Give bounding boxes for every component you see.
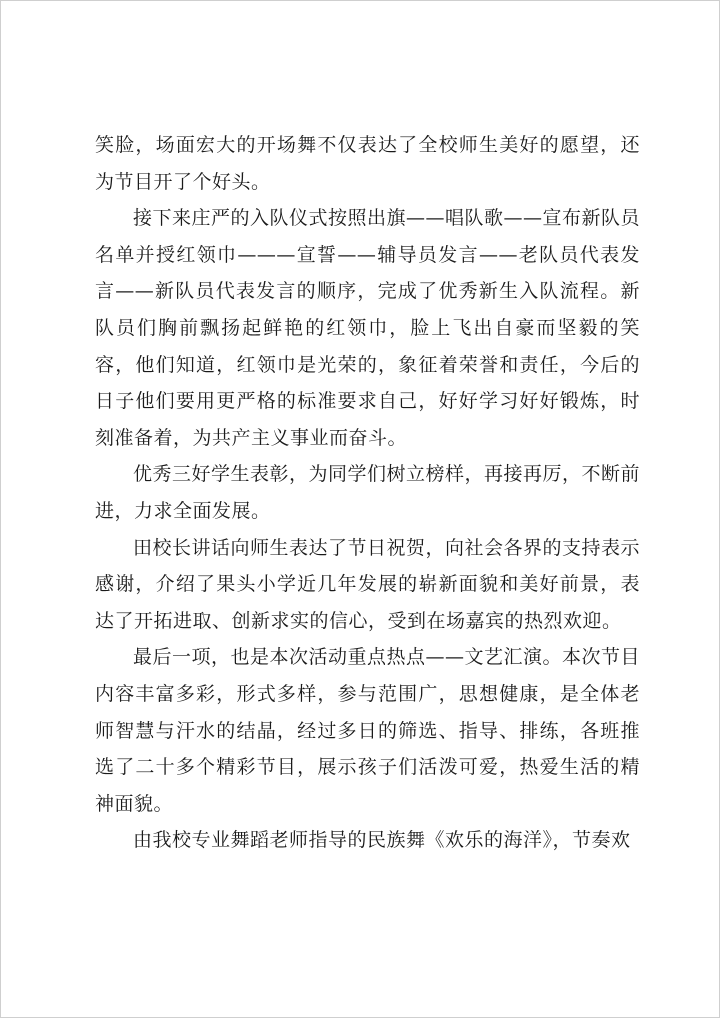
paragraph-1: 笑脸，场面宏大的开场舞不仅表达了全校师生美好的愿望，还为节目开了个好头。 bbox=[95, 134, 640, 193]
paragraph-2: 接下来庄严的入队仪式按照出旗——唱队歌——宣布新队员名单并授红领巾———宣誓——辅导员发言——老队员代表发言——新队员代表发言的顺序，完成了优秀新生入队流程。新队员们胸前飘扬起鲜艳的红领巾，脸上飞出自豪而坚毅的笑容，他们知道，红领巾是光荣的，象征着荣誉和责任，今后的日子他们要用更严格的标准要求自己，好好学习好好锻炼，时刻准备着，为共产主义事业而奋斗。 bbox=[95, 207, 641, 449]
paragraph-4: 田校长讲话向师生表达了节日祝贺，向社会各界的支持表示感谢，介绍了果头小学近几年发展的崭新面貌和美好前景，表达了开拓进取、创新求实的信心，受到在场嘉宾的热烈欢迎。 bbox=[95, 536, 641, 632]
paragraph-6: 由我校专业舞蹈老师指导的民族舞《欢乐的海洋》，节奏欢 bbox=[133, 829, 631, 852]
paragraph-3: 优秀三好学生表彰，为同学们树立榜样，再接再厉，不断前进，力求全面发展。 bbox=[95, 463, 641, 522]
document-body bbox=[95, 127, 640, 859]
paragraph-5: 最后一项，也是本次活动重点热点——文艺汇演。本次节目内容丰富多彩，形式多样，参与范围广，思想健康，是全体老师智慧与汗水的结晶，经过多日的筛选、指导、排练，各班推选了二十多个精彩节目，展示孩子们活泼可爱，热爱生活的精神面貌。 bbox=[95, 646, 641, 815]
